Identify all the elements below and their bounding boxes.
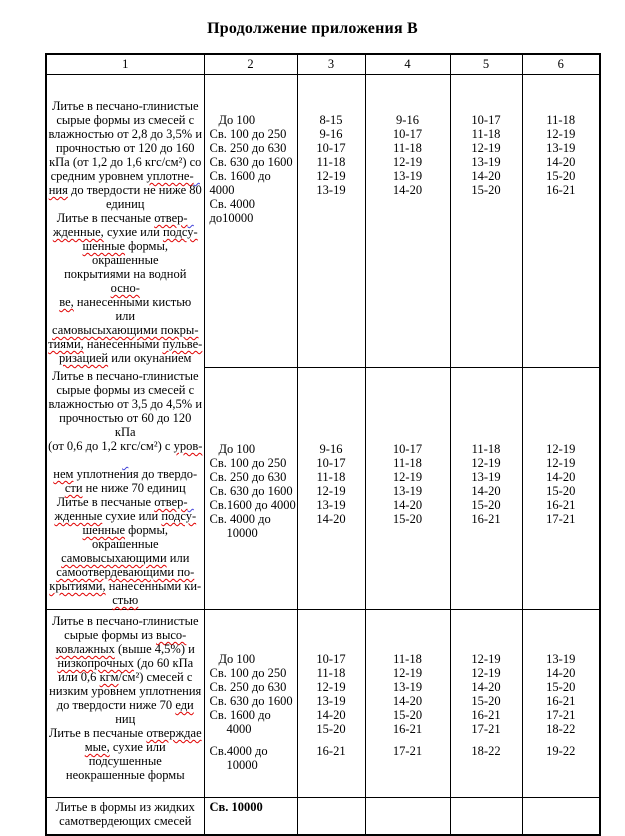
text-line: 12-19 <box>316 680 346 694</box>
grammar-mark <box>194 169 200 183</box>
text-segment: до твердости ниже 70 <box>56 698 176 712</box>
text-segment: не ниже 70 единиц <box>82 481 186 495</box>
text-line: Св. 250 до 630 <box>209 680 287 694</box>
text-line: 15-20 <box>316 722 346 736</box>
text-line: 12-19 <box>392 666 423 680</box>
text-line: 11-18 <box>471 441 501 456</box>
grammar-mark <box>188 495 194 509</box>
text-line: Св. 100 до 250 <box>209 455 287 470</box>
text-line: 10000 <box>226 525 258 540</box>
text-segment: или <box>166 551 190 565</box>
text-line: 12-19 <box>316 169 346 183</box>
text-line: 14-20 <box>392 694 423 708</box>
column-number-5: 5 <box>450 54 522 75</box>
tolerance-grade-cell <box>297 367 365 610</box>
text-line: 15-20 <box>546 483 576 498</box>
text-line: 14-20 <box>471 680 501 694</box>
text-segment: уплотнения до твердо- <box>73 467 198 481</box>
paragraph <box>48 726 203 782</box>
text-line: 14-20 <box>471 169 501 183</box>
misspelled-word: еди <box>175 698 194 712</box>
text-line: Св. 1600 до 4000 <box>209 169 271 197</box>
text-segment: Литье в песчаные <box>48 726 147 740</box>
text-segment: единиц <box>105 197 145 211</box>
text-line: 18-22 <box>546 722 576 736</box>
text-line: 10-17 <box>316 455 346 470</box>
text-line: 14-20 <box>392 497 423 512</box>
text-line: 16-21 <box>316 744 346 758</box>
misspelled-word: отвер- <box>154 495 188 509</box>
text-line: 4000 <box>226 722 252 736</box>
text-segment: Литье в песчаные <box>56 211 155 225</box>
text-line: 9-16 <box>319 441 343 456</box>
column-number-3: 3 <box>297 54 365 75</box>
text-line: 17-21 <box>471 722 501 736</box>
text-line: 16-21 <box>546 694 576 708</box>
tolerance-grade-cell <box>450 367 522 610</box>
misspelled-word: ве, <box>59 295 74 309</box>
misspelled-word: высо- <box>156 628 187 642</box>
text-segment: покрытиями на водной <box>64 267 187 281</box>
text-line: Св. 100 до 250 <box>209 666 287 680</box>
text-segment: сухие или <box>102 509 162 523</box>
column-number-1: 1 <box>46 54 204 75</box>
misspelled-word: уров- <box>173 439 203 453</box>
text-line: 16-21 <box>546 183 576 197</box>
text-line: 17-21 <box>392 744 423 758</box>
text-line: 14-20 <box>546 469 576 484</box>
misspelled-word: шенные <box>82 239 126 253</box>
misspelled-word: пульве- <box>162 337 203 351</box>
text-line: Св. 4000 до <box>209 511 271 526</box>
text-line: 15-20 <box>471 497 501 512</box>
table-row-block-3 <box>46 610 600 798</box>
text-line: 13-19 <box>546 141 576 155</box>
misspelled-word: ния <box>48 183 68 197</box>
tolerance-grade-cell <box>522 75 600 368</box>
paragraph <box>48 614 203 726</box>
misspelled-word: ковлажных <box>55 642 115 656</box>
text-segment: или окунанием <box>108 351 192 365</box>
appendix-table <box>45 53 601 836</box>
text-segment: кПа (от 1,2 до 1,6 кгс/см²) со <box>49 155 202 169</box>
misspelled-word: тиями, <box>48 337 84 351</box>
text-line: 15-20 <box>392 708 423 722</box>
text-line: 8-15 <box>319 113 343 127</box>
text-segment: (выше 4,5%) и <box>114 642 195 656</box>
text-segment: средним уровнем <box>50 169 147 183</box>
text-line: 14-20 <box>546 155 576 169</box>
text-segment: /см²) смесей с <box>118 670 193 684</box>
mass-range-cell <box>204 75 297 368</box>
text-line: 14-20 <box>316 511 346 526</box>
misspelled-word: осно- <box>110 281 140 295</box>
text-segment: сырые формы из смесей с <box>56 383 195 397</box>
text-segment: прочностью от 60 до 120 <box>59 411 192 425</box>
text-line: 11-18 <box>471 127 501 141</box>
text-line: 16-21 <box>471 708 501 722</box>
text-line: 16-21 <box>471 511 501 526</box>
text-line: 11-18 <box>546 113 576 127</box>
text-line: 17-21 <box>546 511 576 526</box>
table-row-block-2 <box>46 367 600 610</box>
text-segment: сухие или <box>109 740 166 754</box>
text-line: 12-19 <box>471 141 501 155</box>
text-segment: низким уровнем уплотнения <box>49 684 202 698</box>
text-segment: нанесенными <box>83 337 163 351</box>
misspelled-word: кгм <box>99 670 119 684</box>
misspelled-word: самоотвердевающими по- <box>56 565 195 579</box>
text-line: 12-19 <box>316 483 346 498</box>
text-segment: Литье в песчано-глинистые <box>51 99 199 113</box>
column-number-4: 4 <box>365 54 450 75</box>
text-line: 10-17 <box>316 141 346 155</box>
misspelled-word: подсу- <box>162 225 198 239</box>
tolerance-grade-cell <box>365 75 450 368</box>
text-line: 18-22 <box>471 744 501 758</box>
text-line: 13-19 <box>471 469 501 484</box>
casting-process-cell <box>46 610 204 798</box>
text-segment: (от 0,6 до 1,2 кгс/см²) с <box>48 439 174 453</box>
misspelled-word: отвер- <box>154 211 188 225</box>
text-line: Св. 630 до 1600 <box>209 483 293 498</box>
paragraph <box>48 99 203 211</box>
misspelled-word: подсу- <box>161 509 197 523</box>
tolerance-grade-cell <box>365 367 450 610</box>
text-line: 13-19 <box>316 497 346 512</box>
text-line: 12-19 <box>471 666 501 680</box>
text-line: 11-18 <box>393 652 422 666</box>
text-line: До 100 <box>218 652 256 666</box>
column-number-2: 2 <box>204 54 297 75</box>
text-segment: сырые формы из <box>64 628 157 642</box>
misspelled-word: стью <box>112 593 139 607</box>
text-line: 10-17 <box>392 441 423 456</box>
page-title: Продолжение приложения В <box>207 20 418 37</box>
text-line: Св. 4000 <box>209 197 255 211</box>
mass-range-cell <box>204 798 297 835</box>
text-segment: Литье в песчано-глинистые <box>51 369 199 383</box>
misspelled-word: жденные, <box>52 225 104 239</box>
text-line: 10-17 <box>471 113 501 127</box>
text-line: 14-20 <box>392 183 423 197</box>
tolerance-grade-cell <box>522 367 600 610</box>
text-segment: сухие или <box>103 225 163 239</box>
text-line: 12-19 <box>471 652 501 666</box>
tolerance-grade-cell <box>365 610 450 798</box>
tolerance-grade-cell <box>450 610 522 798</box>
text-line: 13-19 <box>316 694 346 708</box>
text-segment: ниц <box>115 712 136 726</box>
text-line: 14-20 <box>471 483 501 498</box>
casting-process-cell <box>46 367 204 610</box>
text-line: 13-19 <box>546 652 576 666</box>
paragraph <box>48 211 203 365</box>
text-segment: нанесенными кистью или <box>73 295 192 323</box>
misspelled-word: уплотне- <box>146 169 194 183</box>
text-line: 19-22 <box>546 744 576 758</box>
text-line: 12-19 <box>392 469 423 484</box>
text-line: 10000 <box>226 758 258 772</box>
text-segment: или 0,6 <box>58 670 100 684</box>
text-line: 11-18 <box>316 155 346 169</box>
text-line: 17-21 <box>546 708 576 722</box>
casting-process-cell <box>46 798 204 835</box>
tolerance-grade-cell <box>450 798 522 835</box>
text-segment: Литье в песчано-глинистые <box>51 614 199 628</box>
text-segment: до твердости не ниже 80 <box>67 183 202 197</box>
text-segment: Литье в песчаные <box>56 495 155 509</box>
mass-range-cell <box>204 367 297 610</box>
tolerance-grade-cell <box>450 75 522 368</box>
tolerance-grade-cell <box>297 610 365 798</box>
text-line: 14-20 <box>316 708 346 722</box>
text-segment: прочностью от 120 до 160 <box>55 141 195 155</box>
text-line: 12-19 <box>471 455 501 470</box>
paragraph <box>48 495 203 607</box>
tolerance-grade-cell <box>522 798 600 835</box>
text-line: Св. 250 до 630 <box>209 469 287 484</box>
text-line: Св. 250 до 630 <box>209 141 287 155</box>
text-line: До 100 <box>218 441 256 456</box>
text-segment: сырые формы из смесей с <box>56 113 195 127</box>
misspelled-word: нем <box>53 467 74 481</box>
text-line: Св.1600 до 4000 <box>209 497 296 512</box>
text-line: Св. 10000 <box>209 800 263 814</box>
text-line: Св.4000 до <box>209 744 268 758</box>
text-line: 15-20 <box>546 680 576 694</box>
table-row-block-1 <box>46 75 600 368</box>
text-line: 12-19 <box>392 155 423 169</box>
text-line: 11-18 <box>393 455 422 470</box>
text-segment: неокрашенные формы <box>65 768 185 782</box>
table-row-block-4 <box>46 798 600 835</box>
text-line: 12-19 <box>546 127 576 141</box>
text-segment: формы, окрашенные <box>91 239 168 267</box>
casting-process-cell <box>46 75 204 368</box>
tolerance-grade-cell <box>297 798 365 835</box>
text-line: Св. 630 до 1600 <box>209 694 293 708</box>
tolerance-grade-cell <box>365 798 450 835</box>
misspelled-word: самовысыхающими покры- <box>52 323 199 337</box>
text-line: 15-20 <box>546 169 576 183</box>
text-segment: самотвердеющих смесей <box>59 814 192 828</box>
misspelled-word: крытиями, <box>49 579 106 593</box>
text-line: 14-20 <box>546 666 576 680</box>
text-segment: подсушенные <box>88 754 162 768</box>
misspelled-word: низкопрочных <box>57 656 134 670</box>
misspelled-word: самовысыхающими <box>61 551 167 565</box>
text-line: 9-16 <box>319 127 343 141</box>
text-line: До 100 <box>218 113 256 127</box>
paragraph <box>48 369 203 495</box>
text-segment: влажностью от 2,8 до 3,5% и <box>48 127 203 141</box>
text-line: 11-18 <box>393 141 422 155</box>
grammar-mark <box>122 453 128 467</box>
text-line: 16-21 <box>546 497 576 512</box>
misspelled-word: ризацией <box>59 351 109 365</box>
text-segment: нанесенными ки- <box>105 579 202 593</box>
text-line: 10-17 <box>316 652 346 666</box>
misspelled-word: сти <box>64 481 83 495</box>
tolerance-grade-cell <box>522 610 600 798</box>
tolerance-grade-cell <box>297 75 365 368</box>
text-line: 12-19 <box>546 455 576 470</box>
column-number-header-row <box>46 54 600 75</box>
text-line: 11-18 <box>316 469 346 484</box>
mass-range-cell <box>204 610 297 798</box>
text-segment: (до 60 кПа <box>133 656 194 670</box>
text-segment: влажностью от 3,5 до 4,5% и <box>48 397 203 411</box>
text-segment: кПа <box>114 425 136 439</box>
text-line: 9-16 <box>396 113 419 127</box>
misspelled-word: мые, <box>84 740 110 754</box>
text-line: 13-19 <box>316 183 346 197</box>
text-line: Св. 1600 до <box>209 708 271 722</box>
paragraph <box>48 800 203 828</box>
text-segment: формы, окрашенные <box>91 523 168 551</box>
grammar-mark <box>188 211 194 225</box>
text-line: 12-19 <box>546 441 576 456</box>
misspelled-word: жденные <box>54 509 103 523</box>
text-line: Св. 100 до 250 <box>209 127 287 141</box>
column-number-6: 6 <box>522 54 600 75</box>
text-line: 13-19 <box>471 155 501 169</box>
text-line: до10000 <box>209 211 254 225</box>
text-line: 13-19 <box>392 680 423 694</box>
misspelled-word: шенные <box>82 523 126 537</box>
text-segment: Литье в формы из жидких <box>55 800 195 814</box>
text-line: 15-20 <box>471 183 501 197</box>
text-line: 11-18 <box>316 666 346 680</box>
text-line: 13-19 <box>392 169 423 183</box>
text-line: 15-20 <box>471 694 501 708</box>
text-line: 15-20 <box>392 511 423 526</box>
text-line: 13-19 <box>392 483 423 498</box>
misspelled-word: отверждае <box>146 726 202 740</box>
text-line: 16-21 <box>392 722 423 736</box>
text-line: 10-17 <box>392 127 423 141</box>
text-line: Св. 630 до 1600 <box>209 155 293 169</box>
